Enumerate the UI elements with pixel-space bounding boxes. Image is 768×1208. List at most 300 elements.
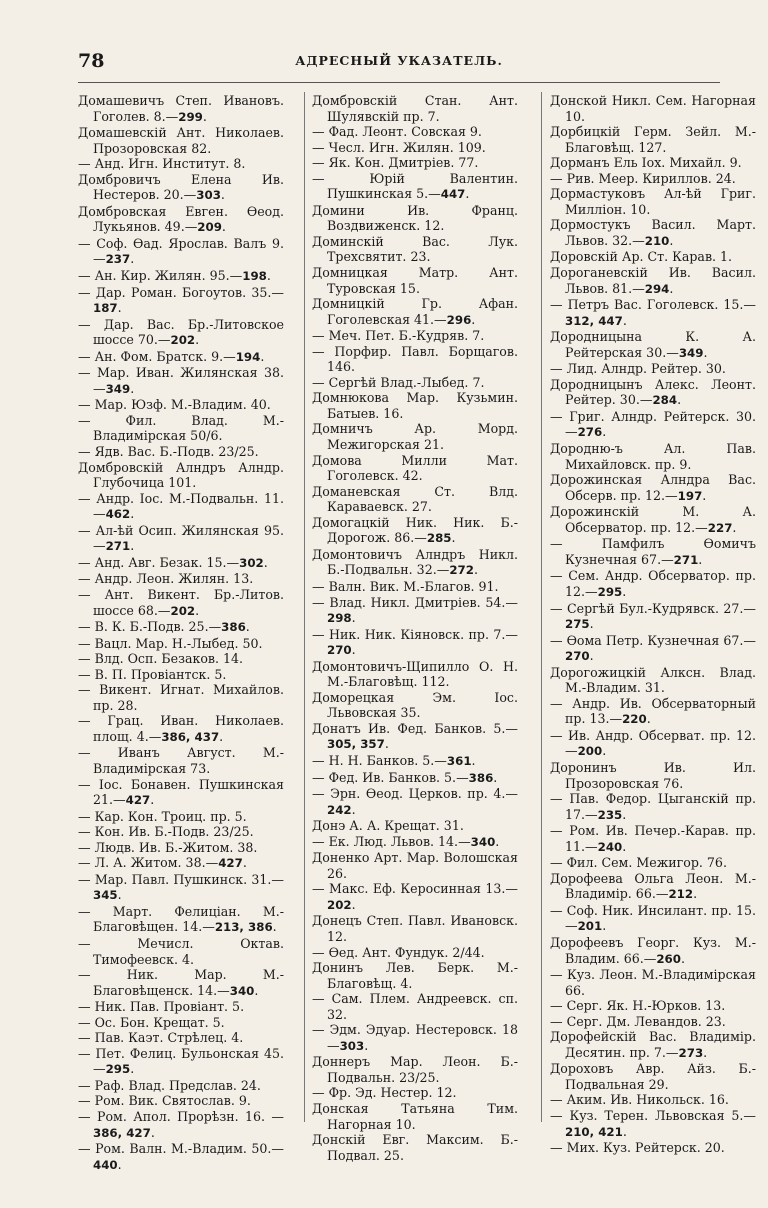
entry-text: — Ник. Пав. Провіант. 5.: [78, 999, 245, 1015]
entry-reference-number: 260: [656, 951, 681, 966]
entry-text: — Мар. Павл. Пушкинск. 31.—: [78, 871, 284, 887]
page-number: 78: [78, 50, 105, 72]
directory-entry: [550, 760, 756, 791]
entry-suffix: .: [669, 232, 674, 248]
entry-reference-number: 296: [446, 312, 472, 327]
entry-reference-number: 235: [597, 807, 623, 822]
entry-text: — Фед. Ив. Банков. 5.—: [312, 769, 469, 785]
entry-text: — Сем. Андр. Обсерватор. пр. 12.—: [550, 568, 756, 599]
entry-suffix: .: [703, 344, 708, 360]
directory-entry: [550, 855, 756, 871]
entry-suffix: .: [202, 108, 207, 124]
directory-entry: [550, 297, 756, 329]
entry-text: Домницкій Гр. Афан. Гоголевская 41.—: [312, 296, 518, 327]
directory-entry: [78, 1141, 284, 1173]
directory-entry: [550, 504, 756, 536]
directory-entry: [78, 967, 284, 999]
entry-text: Доронинъ Ив. Ил. Прозоровская 76.: [550, 759, 756, 791]
directory-entry: [78, 460, 284, 491]
directory-entry: [312, 595, 518, 627]
entry-suffix: .: [351, 642, 356, 658]
directory-entry: [78, 156, 284, 172]
entry-text: — Ник. Ник. Кіяновск. пр. 7.—: [312, 626, 518, 642]
entry-suffix: .: [493, 769, 498, 785]
entry-text: — Влд. Осп. Безаков. 14.: [78, 651, 244, 667]
directory-entry: [78, 172, 284, 204]
entry-text: Дорманъ Ель Іох. Михайл. 9.: [550, 155, 742, 171]
directory-entry: [550, 601, 756, 633]
entry-suffix: .: [451, 530, 456, 546]
directory-entry: [78, 125, 284, 156]
directory-entry: [78, 855, 284, 872]
directory-entry: [550, 155, 756, 171]
entry-text: Домашевичъ Степ. Ивановъ. Гоголев. 8.—: [78, 93, 284, 124]
entry-text: Дорофеевъ Георг. Куз. М.-Владим. 66.—: [550, 934, 756, 966]
entry-text: — Фил. Сем. Межигор. 76.: [550, 855, 727, 871]
directory-entry: [78, 1030, 284, 1046]
directory-entry: [78, 999, 284, 1015]
entry-text: Доненко Арт. Мар. Волошская 26.: [312, 850, 518, 881]
directory-entry: [312, 991, 518, 1022]
entry-text: Доморецкая Эм. Іос. Львовская 35.: [312, 689, 518, 721]
entry-suffix: .: [263, 554, 268, 570]
entry-suffix: .: [266, 268, 271, 284]
entry-text: — Ив. Андр. Обсерват. пр. 12.—: [550, 727, 756, 759]
entry-text: — Ром. Ив. Печер.-Карав. пр. 11.—: [550, 823, 756, 854]
entry-text: — Лид. Алндр. Рейтер. 30.: [550, 361, 726, 377]
entry-text: Дородню-ъ Ал. Пав. Михайловск. пр. 9.: [550, 441, 756, 472]
directory-entry: [312, 690, 518, 721]
entry-text: — Чесл. Игн. Жилян. 109.: [312, 139, 486, 155]
directory-entry: [312, 881, 518, 913]
entry-text: — Дар. Вас. Бр.-Литовское шоссе 70.—: [78, 316, 284, 348]
entry-suffix: .: [646, 711, 651, 727]
entry-text: — Мих. Куз. Рейтерск. 20.: [550, 1140, 725, 1156]
entry-suffix: .: [732, 519, 737, 535]
entry-text: Донская Татьяна Тим. Нагорная 10.: [312, 1101, 518, 1132]
directory-entry: [78, 204, 284, 236]
directory-entry: [312, 721, 518, 753]
entry-suffix: .: [195, 602, 200, 618]
directory-entry: [78, 555, 284, 572]
entry-reference-number: 386: [468, 770, 494, 785]
entry-suffix: .: [272, 919, 277, 935]
directory-entry: [550, 124, 756, 155]
entry-suffix: .: [669, 280, 674, 296]
directory-entry: [78, 809, 284, 825]
entry-text: Доманевская Ст. Влд. Караваевск. 27.: [312, 483, 518, 515]
directory-entry: [78, 872, 284, 904]
entry-suffix: .: [150, 1124, 155, 1140]
entry-suffix: .: [117, 300, 122, 316]
entry-text: — Вацл. Мар. Н.-Лыбед. 50.: [78, 635, 263, 651]
directory-entry: [550, 728, 756, 760]
entry-suffix: .: [589, 616, 594, 632]
entry-text: — Іос. Бонавен. Пушкинская 21.—: [78, 776, 284, 808]
directory-entry: [78, 571, 284, 587]
directory-entry: [312, 1054, 518, 1085]
directory-entry: [312, 344, 518, 375]
entry-suffix: .: [117, 1156, 122, 1172]
directory-entry: [550, 1014, 756, 1030]
directory-entry: [312, 960, 518, 991]
entry-text: — Соф. Өад. Ярослав. Валъ 9.—: [78, 235, 284, 267]
directory-entry: [550, 823, 756, 855]
entry-reference-number: 305, 357: [327, 737, 385, 752]
directory-entry: [78, 444, 284, 460]
entry-text: — Людв. Ив. Б.-Житом. 38.: [78, 839, 258, 855]
entry-reference-number: 340: [470, 834, 496, 849]
directory-entry: [312, 453, 518, 484]
entry-reference-number: 272: [449, 563, 474, 578]
entry-text: Домницкая Матр. Ант. Туровская 15.: [312, 265, 518, 296]
entry-reference-number: 447: [440, 187, 466, 202]
entry-suffix: .: [622, 838, 627, 854]
directory-entry: [550, 696, 756, 728]
entry-suffix: .: [130, 1061, 135, 1077]
directory-entry: [312, 850, 518, 881]
directory-entry: [312, 484, 518, 515]
entry-reference-number: 386, 427: [93, 1125, 151, 1140]
entry-reference-number: 240: [597, 839, 623, 854]
entry-text: — Ром. Апол. Прорѣзн. 16. —: [78, 1109, 284, 1124]
entry-suffix: .: [602, 424, 607, 440]
entry-reference-number: 302: [239, 555, 264, 570]
entry-text: — Ядв. Вас. Б.-Подв. 23/25.: [78, 444, 259, 460]
directory-entry: [550, 1029, 756, 1061]
entry-text: Донатъ Ив. Фед. Банков. 5.—: [312, 720, 518, 736]
entry-text: — Анд. Игн. Институт. 8.: [78, 156, 246, 172]
directory-entry: [550, 361, 756, 377]
entry-suffix: .: [195, 332, 200, 348]
directory-entry: [550, 377, 756, 409]
entry-text: Домонтовичъ-Щипилло О. Н. М.-Благовѣщ. 112.: [312, 658, 518, 690]
directory-entry: [312, 770, 518, 787]
entry-reference-number: 340: [229, 983, 255, 998]
page-header: [78, 50, 720, 74]
entry-text: — Сергѣй Бул.-Кудрявск. 27.—: [550, 600, 756, 616]
entry-reference-number: 213, 386: [214, 920, 273, 935]
directory-entry: [550, 633, 756, 665]
entry-reference-number: 210: [644, 233, 670, 248]
entry-text: Домбровскій Алндръ Алндр. Глубочица 101.: [78, 459, 284, 491]
directory-entry: [550, 265, 756, 297]
entry-text: — Грац. Иван. Николаев. площ. 4.—: [78, 713, 284, 744]
entry-reference-number: 201: [577, 919, 603, 934]
entry-text: — Памфилъ Өомичъ Кузнечная 67.—: [550, 536, 756, 567]
directory-entry: [312, 659, 518, 690]
directory-entry: [312, 834, 518, 851]
entry-text: Дорожинскій М. А. Обсерватор. пр. 12.—: [550, 504, 756, 535]
entry-text: — Соф. Ник. Инсилант. пр. 15.—: [550, 902, 756, 934]
directory-entry: [78, 397, 284, 413]
entry-reference-number: 462: [105, 507, 131, 522]
entry-reference-number: 202: [170, 333, 196, 348]
directory-entry: [550, 93, 756, 124]
entry-text: — Ром. Вик. Святослав. 9.: [78, 1093, 251, 1109]
entry-suffix: .: [602, 918, 607, 934]
entry-text: — Куз. Леон. М.-Владимірская 66.: [550, 967, 756, 998]
entry-text: Дорбицкій Герм. Зейл. М.-Благовѣщ. 127.: [550, 124, 756, 155]
entry-reference-number: 275: [565, 617, 590, 632]
entry-reference-number: 303: [196, 188, 221, 203]
entry-text: — Ром. Валн. М.-Владим. 50.—: [78, 1141, 284, 1157]
directory-entry: [312, 140, 518, 156]
directory-entry: [312, 627, 518, 659]
directory-entry: [78, 777, 284, 809]
entry-reference-number: 237: [105, 252, 131, 267]
directory-entry: [78, 824, 284, 840]
entry-suffix: .: [677, 392, 682, 408]
directory-entry: [312, 515, 518, 547]
entry-reference-number: 349: [678, 345, 704, 360]
directory-entry: [78, 268, 284, 285]
directory-entry: [312, 203, 518, 234]
entry-suffix: .: [245, 619, 250, 635]
directory-entry: [312, 375, 518, 391]
entry-reference-number: 295: [105, 1062, 131, 1077]
entry-text: Домова Милли Мат. Гоголевск. 42.: [312, 452, 518, 484]
entry-text: — Анд. Авг. Безак. 15.—: [78, 554, 240, 570]
directory-entry: [550, 1140, 756, 1156]
directory-entry: [78, 236, 284, 268]
entry-suffix: .: [117, 887, 122, 903]
entry-reference-number: 197: [677, 488, 703, 503]
entry-text: Домонтовичъ Алндръ Никл. Б.-Подвальн. 32.—: [312, 546, 518, 578]
directory-entry: [78, 1078, 284, 1094]
entry-reference-number: 202: [327, 897, 352, 912]
entry-reference-number: 427: [125, 793, 151, 808]
directory-entry: [78, 667, 284, 683]
entry-text: — Л. А. Житом. 38.—: [78, 855, 219, 871]
entry-text: — Влад. Никл. Дмитріев. 54.—: [312, 594, 518, 610]
directory-entry: [78, 1093, 284, 1109]
entry-text: — Сам. Плем. Андреевск. сп. 32.: [312, 991, 518, 1022]
entry-suffix: .: [622, 806, 627, 822]
entry-suffix: .: [698, 551, 703, 567]
directory-entry: [312, 93, 518, 124]
directory-entry: [550, 249, 756, 265]
entry-suffix: .: [220, 187, 225, 203]
entry-text: Домбровичъ Елена Ив. Нестеров. 20.—: [78, 171, 284, 203]
directory-entry: [78, 651, 284, 667]
directory-entry: [312, 328, 518, 344]
entry-text: — Фил. Влад. М.-Владимірская 50/6.: [78, 412, 284, 444]
entry-text: Дорогожицкій Алкcн. Влад. М.-Владим. 31.: [550, 664, 756, 696]
directory-entry: [550, 568, 756, 600]
entry-text: — Серг. Як. Н.-Юрков. 13.: [550, 998, 726, 1014]
entry-text: — Эдм. Эдуар. Нестеровск. 18 —: [312, 1022, 518, 1053]
directory-entry: [550, 409, 756, 441]
entry-text: Дорофеева Ольга Леон. М.-Владимір. 66.—: [550, 870, 756, 902]
directory-entry: [78, 349, 284, 366]
directory-entry: [78, 745, 284, 776]
entry-text: Дородницына К. А. Рейтерская 30.—: [550, 329, 756, 360]
entry-suffix: .: [473, 562, 478, 578]
entry-text: Домашевскій Ант. Николаев. Прозоровская 82.: [78, 125, 284, 156]
directory-entry: [550, 1092, 756, 1108]
entry-text: — Андр. Ив. Обсерваторный пр. 13.—: [550, 695, 756, 727]
entry-reference-number: 270: [327, 643, 352, 658]
directory-entry: [312, 171, 518, 203]
directory-entry: [312, 786, 518, 818]
entry-suffix: .: [471, 311, 476, 327]
entry-text: — Валн. Вик. М.-Благов. 91.: [312, 578, 499, 594]
directory-entry: [312, 1101, 518, 1132]
directory-entry: [550, 903, 756, 935]
entry-suffix: .: [130, 506, 135, 522]
entry-suffix: .: [384, 736, 389, 752]
directory-entry: [78, 285, 284, 317]
entry-reference-number: 294: [644, 281, 670, 296]
entry-text: — Ан. Фом. Братск. 9.—: [78, 348, 236, 364]
entry-suffix: .: [465, 186, 470, 202]
entry-text: — Сергѣй Влад.-Лыбед. 7.: [312, 374, 485, 390]
directory-entry: [550, 1061, 756, 1092]
entry-text: — Пет. Фелиц. Бульонская 45.—: [78, 1045, 284, 1077]
directory-entry: [312, 155, 518, 171]
directory-entry: [550, 998, 756, 1014]
entry-text: Доровскій Ар. Ст. Карав. 1.: [550, 249, 733, 265]
entry-text: Дормастуковъ Ал-ѣй Григ. Милліон. 10.: [550, 186, 756, 217]
entry-text: — Мечисл. Октав. Тимофеевск. 4.: [78, 935, 284, 967]
entry-reference-number: 345: [93, 888, 118, 903]
entry-reference-number: 271: [673, 552, 699, 567]
directory-entry: [550, 536, 756, 568]
directory-entry: [78, 904, 284, 936]
entry-text: — Ос. Бон. Крещат. 5.: [78, 1014, 225, 1030]
entry-reference-number: 187: [93, 301, 118, 316]
entry-suffix: .: [680, 950, 685, 966]
entry-suffix: .: [351, 896, 356, 912]
entry-suffix: .: [351, 610, 356, 626]
entry-suffix: .: [364, 1037, 369, 1053]
directory-entry: [312, 296, 518, 328]
entry-text: Донской Никл. Сем. Нагорная 10.: [550, 93, 756, 124]
directory-entry: [550, 935, 756, 967]
entry-reference-number: 299: [178, 109, 203, 124]
directory-entry: [312, 913, 518, 944]
entry-text: — Дар. Роман. Богоутов. 35.—: [78, 284, 284, 300]
entry-suffix: .: [702, 487, 707, 503]
entry-reference-number: 198: [242, 269, 267, 284]
directory-entry: [550, 967, 756, 998]
entry-reference-number: 285: [426, 531, 452, 546]
header-rule: [78, 82, 720, 83]
directory-entry: [550, 791, 756, 823]
entry-suffix: .: [260, 348, 265, 364]
entry-text: — Як. Кон. Дмитріев. 77.: [312, 155, 479, 171]
directory-entry: [312, 1132, 518, 1163]
entry-text: — Андр. Леон. Жилян. 13.: [78, 571, 254, 587]
entry-suffix: .: [703, 1044, 708, 1060]
directory-entry: [312, 818, 518, 834]
entry-text: — Пав. Каэт. Стрѣлец. 4.: [78, 1030, 244, 1046]
directory-entry: [550, 1108, 756, 1140]
entry-suffix: .: [351, 801, 356, 817]
directory-entry: [312, 1022, 518, 1054]
entry-text: Дормостукъ Васил. Март. Львов. 32.—: [550, 217, 756, 248]
entry-text: — Ник. Мар. М.-Благовѣщенск. 14.—: [78, 967, 284, 998]
entry-text: Донскій Евг. Максим. Б.-Подвал. 25.: [312, 1132, 518, 1163]
entry-text: Домини Ив. Франц. Воздвиженск. 12.: [312, 202, 518, 234]
directory-entry: [550, 329, 756, 361]
directory-entry: [312, 265, 518, 296]
entry-text: — Ал-ѣй Осип. Жилянская 95.—: [78, 522, 284, 554]
entry-text: — Порфир. Павл. Борщагов. 146.: [312, 343, 518, 375]
directory-entry: [78, 636, 284, 652]
entry-text: — Юрій Валентин. Пушкинская 5.—: [312, 170, 518, 202]
entry-reference-number: 202: [170, 603, 196, 618]
directory-entry: [550, 171, 756, 187]
entry-text: Доннеръ Мар. Леон. Б.-Подвальн. 23/25.: [312, 1054, 518, 1085]
entry-text: — Эрн. Өеод. Церков. пр. 4.—: [312, 786, 518, 802]
entry-suffix: .: [130, 538, 135, 554]
entry-suffix: .: [589, 648, 594, 664]
entry-suffix: .: [219, 728, 224, 744]
entry-reference-number: 273: [678, 1045, 704, 1060]
entry-text: — Өед. Ант. Фундук. 2/44.: [312, 944, 485, 960]
entry-text: — Иванъ Август. М.-Владимірская 73.: [78, 745, 284, 776]
directory-entry: [312, 547, 518, 579]
entry-reference-number: 220: [622, 712, 647, 727]
directory-entry: [312, 753, 518, 770]
entry-text: Дороганевскій Ив. Васил. Львов. 81.—: [550, 265, 756, 296]
entry-reference-number: 386: [221, 620, 246, 635]
directory-entry: [78, 491, 284, 523]
entry-reference-number: 361: [446, 753, 472, 768]
directory-entry: [550, 217, 756, 249]
entry-reference-number: 242: [327, 802, 352, 817]
directory-entry: [312, 124, 518, 140]
entry-text: Домничъ Ар. Морд. Межигорская 21.: [312, 421, 518, 453]
entry-reference-number: 295: [597, 584, 623, 599]
entry-text: Домнюкова Мар. Кузьмин. Батыев. 16.: [312, 390, 518, 421]
directory-entry: [312, 579, 518, 595]
entry-reference-number: 270: [565, 649, 590, 664]
entry-suffix: .: [150, 792, 155, 808]
entry-reference-number: 212: [668, 887, 694, 902]
entry-reference-number: 227: [707, 520, 733, 535]
directory-column-2: [312, 93, 518, 1163]
entry-text: Донинъ Лев. Берк. М.-Благовѣщ. 4.: [312, 960, 518, 991]
entry-text: Дорожинская Алндра Вас. Обсерв. пр. 12.—: [550, 472, 756, 503]
entry-text: — Андр. Іос. М.-Подвальн. 11.—: [78, 490, 284, 522]
entry-suffix: .: [693, 886, 698, 902]
entry-text: — Викент. Игнат. Михайлов. пр. 28.: [78, 682, 284, 713]
directory-entry: [550, 441, 756, 472]
entry-reference-number: 284: [652, 393, 678, 408]
entry-suffix: .: [221, 219, 226, 235]
entry-text: — Фр. Эд. Нестер. 12.: [312, 1085, 457, 1101]
directory-entry: [312, 945, 518, 961]
entry-text: Домбровская Евген. Өеод. Лукьянов. 49.—: [78, 203, 284, 235]
directory-entry: [78, 1046, 284, 1078]
directory-entry: [78, 1015, 284, 1031]
entry-text: — Н. Н. Банков. 5.—: [312, 752, 447, 768]
entry-reference-number: 312, 447: [565, 313, 623, 328]
entry-reference-number: 209: [197, 220, 222, 235]
entry-text: — Раф. Влад. Предслав. 24.: [78, 1077, 261, 1093]
entry-text: Дородницынъ Алекс. Леонт. Рейтер. 30.—: [550, 376, 756, 408]
entry-text: — Ан. Кир. Жилян. 95.—: [78, 268, 243, 284]
page-title: АДРЕСНЫЙ УКАЗАТЕЛЬ.: [295, 53, 503, 68]
entry-reference-number: 349: [105, 381, 131, 396]
entry-text: — Григ. Алндр. Рейтерск. 30.—: [550, 408, 756, 440]
entry-suffix: .: [622, 1123, 627, 1139]
entry-reference-number: 276: [577, 425, 603, 440]
entry-text: — Меч. Пет. Б.-Кудряв. 7.: [312, 328, 485, 344]
